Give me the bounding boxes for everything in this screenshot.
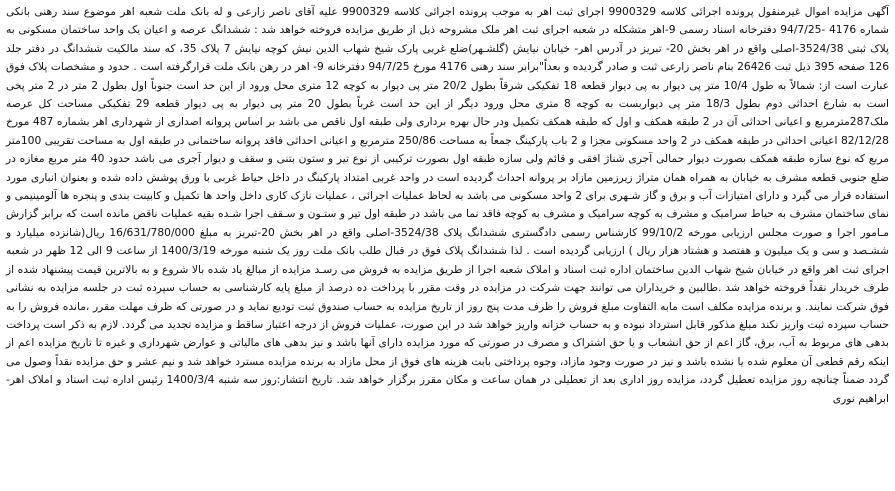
- notice-text: [6, 3, 889, 408]
- notice-body: آگهی مزایده اموال غیرمنقول پرونده اجرائی کلاسه 9900329 اجرای ثبت اهر به موجب پرونده اجرائی کلاسه 9900329 علیه آقای ناصر زارعی و له بانک ملت شعبه اهر موضوع سند رهنی بانکی شماره 4176 -94/7/25 دفترخانه اسناد رسمی 9-اهر متشکله در شعبه اجرای ثبت اهر ملک مشروحه ذیل از طریق مزایده فروخته خواهد شد : ششدانگ عرصه و اعیان یک واحد ساختمان مسکونی به پلاک ثبتی 3524/38-اصلی واقع در اهر بخش 20- تبریز در آدرس اهر- خیابان نیایش (گلشـهر)ضلع غربی پارک شیخ شهاب الدین نیش کوچه نیایش 7 پلاک 35، که سند مالکیت ششدانگ در دفتر جلد 126 صفحه 395 ذیل ثبت 26426 بنام ناصر زارعی ثبت و صادر گردیده و بعداً"برابر سند رهنی 4176 مورخ 94/7/25 دفترخانه 9- اهر در رهن بانک ملت قرارگرفته است . حدود و مشخصات پلاک فوق عبارت است از: شمالاً به طول 10/4 متر پی دیوار به پی دیوار قطعه 18 تفکیکی شرقاً بطول 20/2 متر پی دیوار به کوچه 12 متری محل ورود از این حد است جنوباً اول بطول 2 متر در 2 متر پخی است به شارع احداثی دوم بطول 18/3 متر پی دیواربست به کوچه 8 متری محل ورود دیگر از این حد است غرباً بطول 20 متر پی دیوار به پی دیوار قطعه 29 تفکیکی مساحت کل عرصه ملک287مترمربع و اعیانی احداثی آن در 2 طبقه همکف و اول که طبقه همکف تکمیل ودر حال بهره برداری ولی طبقه اول ناقص می باشد بر اساس پروانه اصداری از شهرداری اهر بشماره 487 مورخ 82/12/28 اعیانی احداثی در طبقه همکف در 2 واحد مسکونی مجزا و 2 باب پارکینگ جمعاً به مساحت 250/86 مترمربع و اعیانی احداثی فاقد پروانه ساختمانی در طبقه اول به مساحت تقریبی 100متر مربع که نوع سازه طبقه همکف بصورت دیوار حمالی آجری شناژ افقی و قائم ولی سازه طبقه اول بصورت ترکیبی از نوع تیر و ستون بتنی و سقف و دیوار آجری می باشد حدود 40 متر مربع مغازه در ضلع جنوبی قطعه مشرف به خیابان به همراه همان متراژ زیرزمین مازاد بر پروانه احداث گردیده است در واحد غربی امتداد پارکینگ در داخل حیاط غربی با ورق پوشش داده شده و بعنوان انباری مورد استفاده قرار می گیرد و دارای امتیازات آب و برق و گاز شـهری برای 2 واحد مسکونی می باشد به لحاظ عملیات اجرائی ، عملیات نازک کاری داخل واحد ها تکمیل و کابینت بندی و پنجره ها آلومینیمی و نمای ساختمان مشرف به حیاط سرامیک و مشرف به کوچه سرامیک و مشرف به کوچه فاقد نما می باشد در طبقه اول تیر و ستـون و سـقف اجرا شـده بقیه عملیات ناقص مانده است که برابر گزارش مـامور اجرا و صورت مجلس ارزیابی مورخه 99/10/2 کارشناس رسمی دادگستری ششدانگ پلاک 3524/38-اصلی واقع در اهر بخش 20-تبریز به مبلغ 16/631/780/000 ریال(شانزده میلیارد و ششـصد و سی و یک میلیون و هفتصد و هشتاد هزار ریال ) ارزیابی گردیده است . لذا ششدانگ پلاک فوق در قبال طلب بانک ملت روز یک شنبه مورخه 1400/3/19 از ساعت 9 الی 12 ظهر در شعبه اجرای ثبت اهر واقع در خیابان شیخ شهاب الدین ساختمان اداره ثبت اسناد و املاک شعبه اجرا از طریق مزایده به فروش می رسـد مزایده از مبالغ یاد شده بالا شروع و به بالاترین قیمت پیشنهاد شده از طرف خریدار نقداً فروخته خواهد شد .طالبین و خریداران می توانند جهت شرکت در مزایده در وقت مقرر با پرداخت ده درصد از مبلغ پایه کارشناسی به حساب سپرده ثبت در جلسه مزایده به نشانی فوق شرکت نمایند. و برنده مزایده مکلف است مابه التفاوت مبلغ فروش را ظرف مدت پنج روز از تاریخ مزایده به حساب صندوق ثبت تودیع نماید و در صورتی که ظرف مهلت مقرر ،مانده فروش را به حساب سپرده ثبت واریز نکند مبلغ مذکور قابل استرداد نبوده و به حساب خزانه واریز خواهد شد در این صورت، عملیات فروش از درجه اعتبار ساقط و مزایده تجدید می گردد. لازم به ذکر است پرداخت بدهی های مربوط به آب، برق، گاز اعم از حق انشعاب و یا حق اشتراک و مصرف در صورتی که مورد مزایده دارای آنها باشد و نیز بدهی های مالیاتی و عوارض شهرداری و غیره تا تاریخ مزایده اعم از اینکه رقم قطعی آن معلوم شده یا نشده باشد و نیز در صورت وجود مازاد، وجوه پرداختی بابت هزینه های فوق از محل مازاد به برنده مزایده مسترد خواهد شد و نیم عشر و حق مزایده نقداً وصول می گردد ضمناً چنانچه روز مزایده تعطیل گردد، مزایده روز اداری بعد از تعطیلی در همان ساعت و مکان مقرر برگزار خواهد شد. تاریخ: [6, 5, 890, 387]
- publication-date: انتشار:روز سه شنبه 1400/3/4: [166, 373, 308, 387]
- signature-line: رئیس اداره ثبت اسناد و املاک اهر-ابراهیم نوری: [6, 373, 889, 405]
